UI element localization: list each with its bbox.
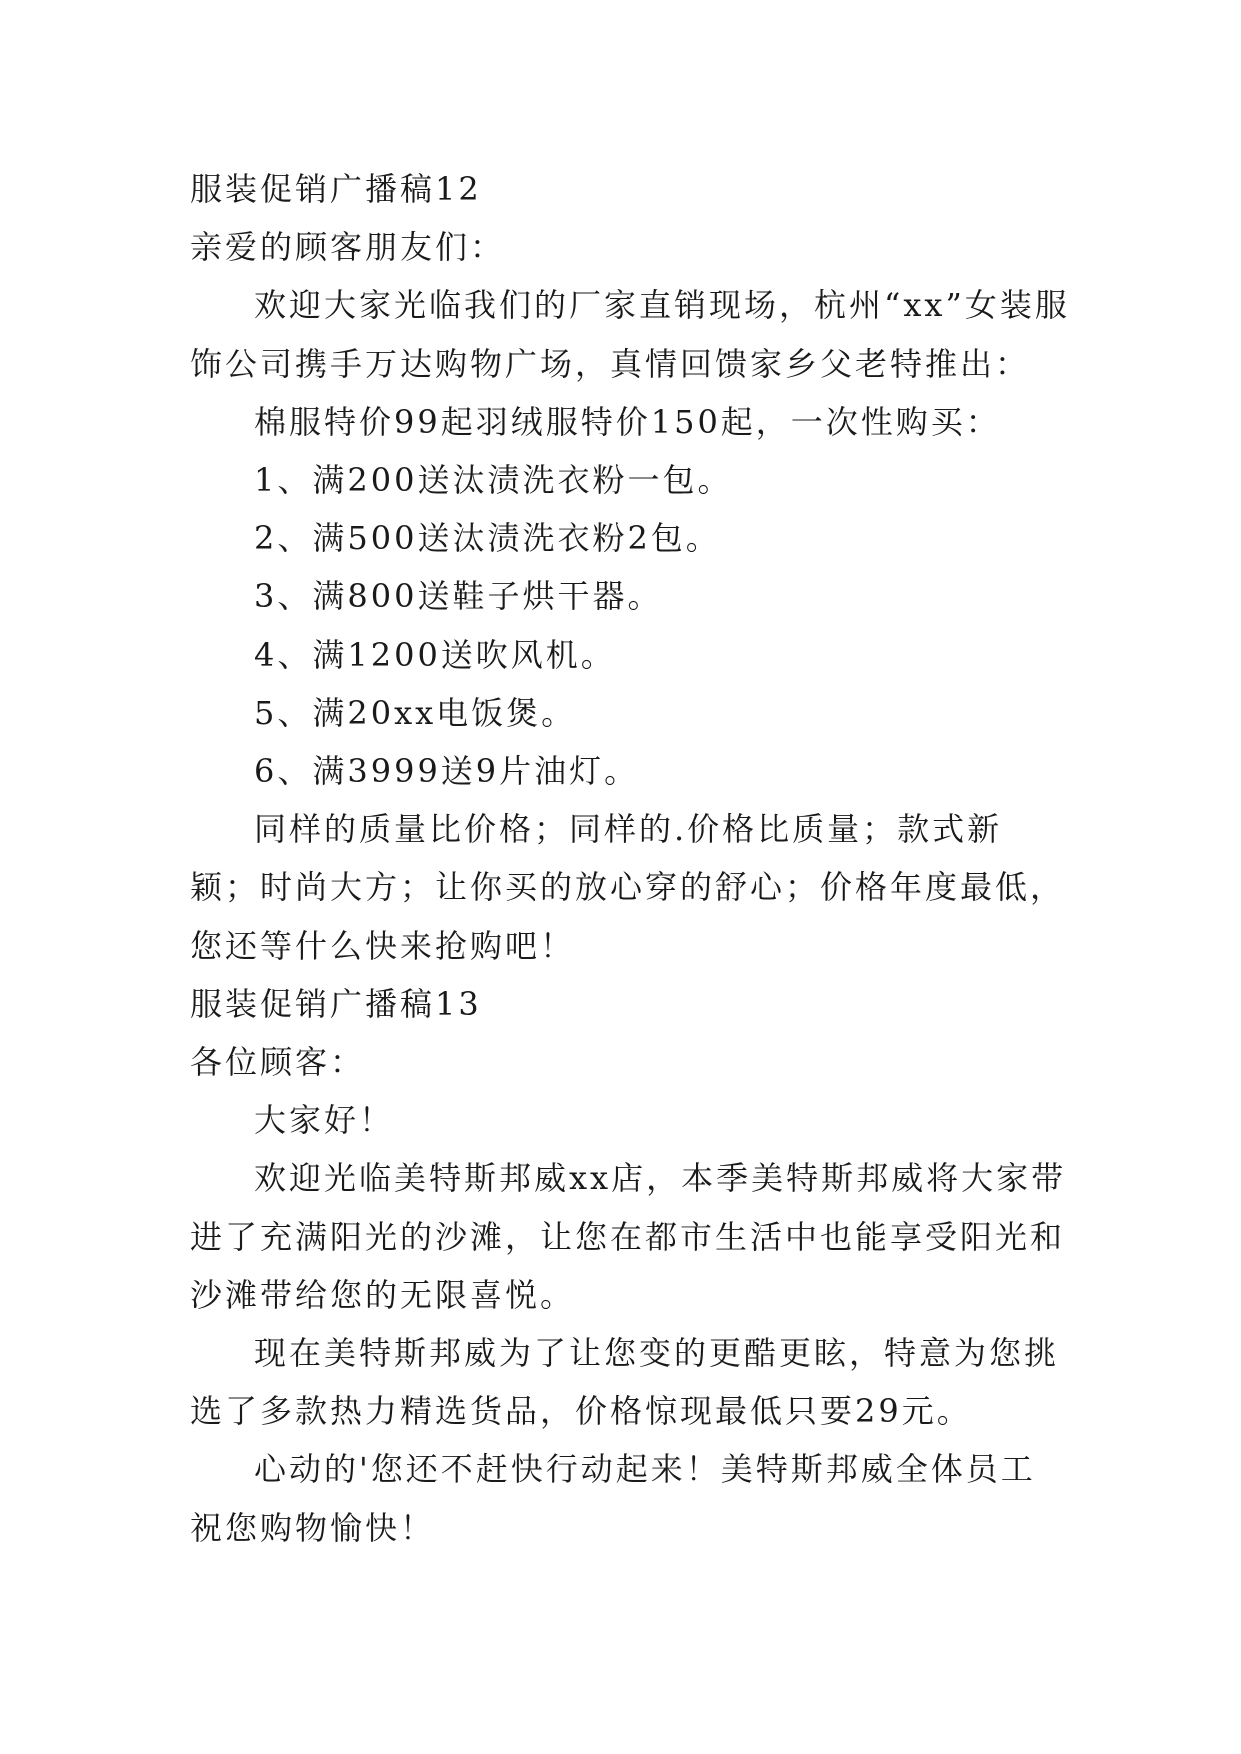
salutation: 亲爱的顾客朋友们： (190, 228, 506, 267)
paragraph: 心动的'您还不赶快行动起来！美特斯邦威全体员工祝您购物愉快！ (190, 1450, 1036, 1547)
paragraph: 现在美特斯邦威为了让您变的更酷更眩，特意为您挑选了多款热力精选货品，价格惊现最低只要29元。 (190, 1334, 1060, 1431)
list-item: 1、满200送汰渍洗衣粉一包。 (254, 461, 733, 500)
list-item: 2、满500送汰渍洗衣粉2包。 (254, 519, 721, 558)
paragraph: 棉服特价99起羽绒服特价150起，一次性购买： (254, 402, 1001, 441)
salutation: 各位顾客： (190, 1043, 366, 1082)
paragraph: 欢迎大家光临我们的厂家直销现场，杭州“xx”女装服饰公司携手万达购物广场，真情回馈家乡父老特推出： (190, 286, 1070, 383)
document-body (190, 160, 1070, 1557)
paragraph: 同样的质量比价格；同样的.价格比质量；款式新颖；时尚大方；让你买的放心穿的舒心；价格年度最低，您还等什么快来抢购吧！ (190, 810, 1066, 965)
section-heading: 服装促销广播稿13 (190, 984, 482, 1023)
list-item: 5、满20xx电饭煲。 (254, 693, 577, 732)
list-item: 4、满1200送吹风机。 (254, 635, 616, 674)
paragraph: 大家好！ (254, 1101, 395, 1140)
paragraph: 欢迎光临美特斯邦威xx店，本季美特斯邦威将大家带进了充满阳光的沙滩，让您在都市生活中也能享受阳光和沙滩带给您的无限喜悦。 (190, 1159, 1067, 1314)
list-item: 3、满800送鞋子烘干器。 (254, 577, 663, 616)
list-item: 6、满3999送9片油灯。 (254, 752, 640, 791)
section-heading: 服装促销广播稿12 (190, 170, 482, 208)
